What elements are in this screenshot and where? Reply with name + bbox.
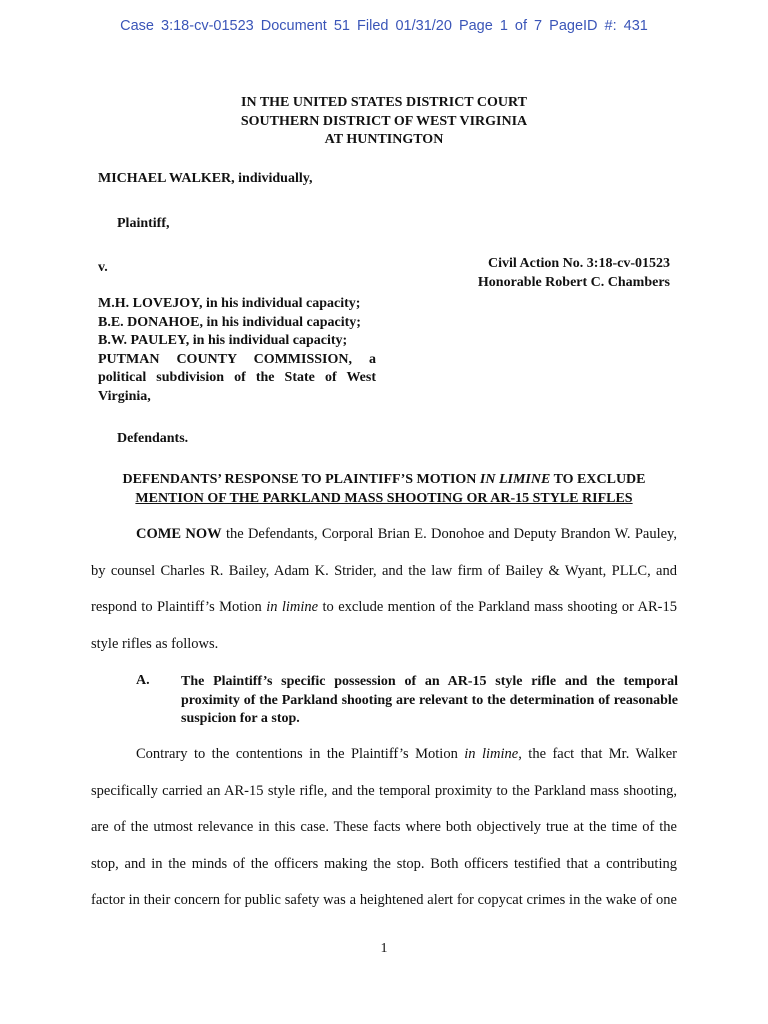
para2-line-3: are of the utmost relevance in this case. These facts where both objectively true at the time of the [91,819,677,835]
motion-title-line2: MENTION OF THE PARKLAND MASS SHOOTING OR AR-15 STYLE RIFLES [135,490,633,506]
page-number: 1 [380,941,388,956]
case-info [420,255,670,292]
para2-line-1-italic: in limine [464,746,519,762]
intro-line-3-italic: in limine [266,599,319,615]
para2-line-5: factor in their concern for public safety was a heightened alert for copycat crimes in the wake of one [91,892,677,908]
defendant-pauley: B.W. PAULEY, in his individual capacity; [98,333,348,348]
motion-title-line1 [60,471,708,490]
defendant-commission: PUTMAN COUNTY COMMISSION, a political subdivision of the State of West Virginia, [98,351,376,404]
defendant-donahoe: B.E. DONAHOE, in his individual capacity; [98,314,361,330]
plaintiff-label: Plaintiff, [117,216,170,231]
court-heading [0,94,768,150]
para2-line-4: stop, and in the minds of the officers making the stop. Both officers testified that a contributing [91,856,677,872]
judge-name: Honorable Robert C. Chambers [477,274,670,290]
intro-line-1-text: the Defendants, Corporal Brian E. Donohoe and Deputy Brandon W. Pauley, [221,526,677,542]
motion-title-part1: DEFENDANTS’ RESPONSE TO PLAINTIFF’S MOTION [122,472,480,487]
intro-line-3 [91,599,677,616]
intro-line-1 [136,526,677,543]
section-a-letter: A. [136,673,150,688]
come-now-lead: COME NOW [136,526,222,542]
motion-title [60,471,708,508]
para2-line-2: specifically carried an AR-15 style rifle, and the temporal proximity to the Parkland mass shooting, [91,783,677,799]
intro-line-3-a: respond to Plaintiff’s Motion [91,599,267,615]
para2-line-1-a: Contrary to the contentions in the Plaintiff’s Motion [136,746,465,762]
court-division: AT HUNTINGTON [324,132,444,147]
motion-title-in-limine: IN LIMINE [479,472,551,487]
defendants-label: Defendants. [117,431,189,446]
para2-line-1-b: , the fact that Mr. Walker [518,746,677,762]
case-stamp-header: Case 3:18-cv-01523 Document 51 Filed 01/31/20 Page 1 of 7 PageID #: 431 [120,18,648,34]
court-district: SOUTHERN DISTRICT OF WEST VIRGINIA [240,113,528,129]
section-a-heading: The Plaintiff’s specific possession of an AR-15 style rifle and the temporal proximity of the Parkland shooting are relevant to the determination of reasonable suspicion for a stop. [181,674,678,726]
intro-line-2: by counsel Charles R. Bailey, Adam K. Strider, and the law firm of Bailey & Wyant, PLLC, and [91,563,677,579]
motion-title-part2: TO EXCLUDE [550,472,646,487]
para2-line-1 [136,746,677,763]
intro-line-4: style rifles as follows. [91,636,219,652]
civil-action-number: Civil Action No. 3:18-cv-01523 [488,256,670,271]
court-name: IN THE UNITED STATES DISTRICT COURT [241,95,527,110]
plaintiff-name: MICHAEL WALKER, individually, [98,171,313,186]
intro-line-3-b: to exclude mention of the Parkland mass shooting or AR-15 [318,599,677,615]
defendants-list [98,295,376,406]
versus-label: v. [98,260,108,275]
defendant-lovejoy: M.H. LOVEJOY, in his individual capacity; [98,296,361,311]
